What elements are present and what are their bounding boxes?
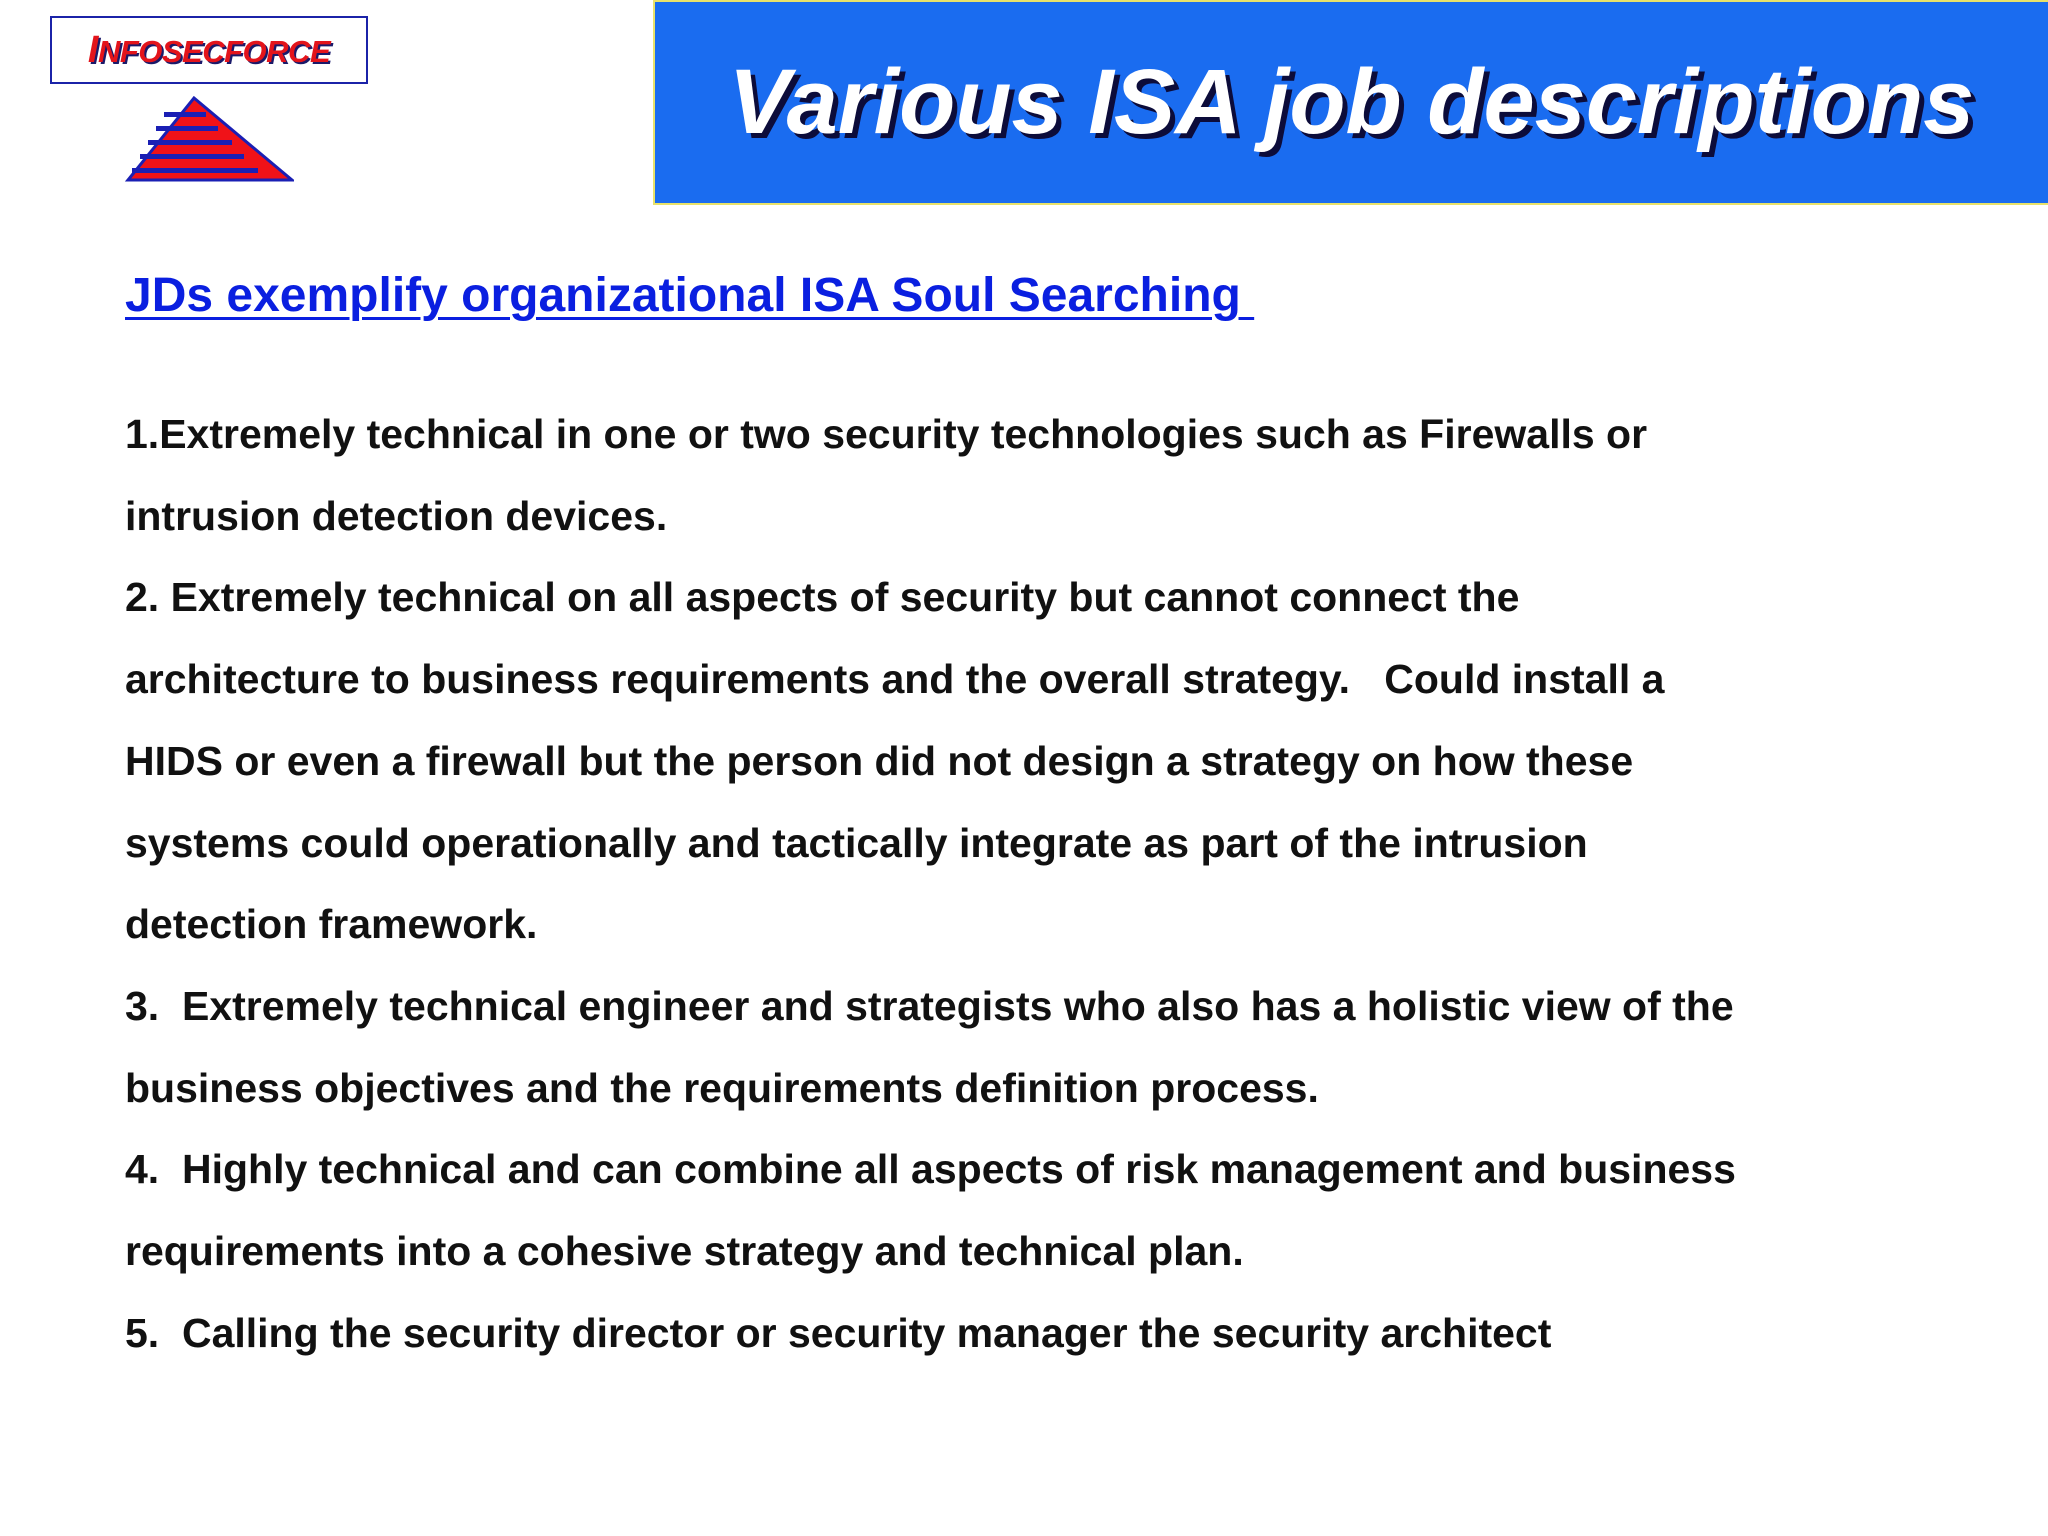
body-line-5: HIDS or even a firewall but the person did not design a strategy on how these: [125, 737, 1634, 784]
body-line-10: 4. Highly technical and can combine all aspects of risk management and business: [125, 1146, 1736, 1193]
body-line-7: detection framework.: [125, 901, 538, 948]
body-line-4: architecture to business requirements and the overall strategy. Could install a: [125, 656, 1665, 703]
body-line-12: 5. Calling the security director or security manager the security architect: [125, 1309, 1552, 1356]
logo-wordmark: INFOSECFORCE: [87, 28, 331, 71]
body-line-2: intrusion detection devices.: [125, 492, 668, 539]
body-line-3: 2. Extremely technical on all aspects of security but cannot connect the: [125, 574, 1520, 621]
job-description-list: [125, 394, 2005, 1374]
subtitle-link[interactable]: JDs exemplify organizational ISA Soul Searching: [125, 269, 1255, 322]
title-banner: [653, 0, 2048, 205]
stepped-triangle-icon: [124, 96, 294, 184]
logo-box: [50, 16, 368, 84]
page-title: Various ISA job descriptions: [728, 51, 1975, 153]
body-line-9: business objectives and the requirements definition process.: [125, 1064, 1319, 1111]
body-line-11: requirements into a cohesive strategy and technical plan.: [125, 1228, 1244, 1275]
body-line-8: 3. Extremely technical engineer and strategists who also has a holistic view of the: [125, 982, 1734, 1029]
body-line-6: systems could operationally and tactically integrate as part of the intrusion: [125, 819, 1588, 866]
body-line-1: 1.Extremely technical in one or two security technologies such as Firewalls or: [125, 411, 1648, 457]
